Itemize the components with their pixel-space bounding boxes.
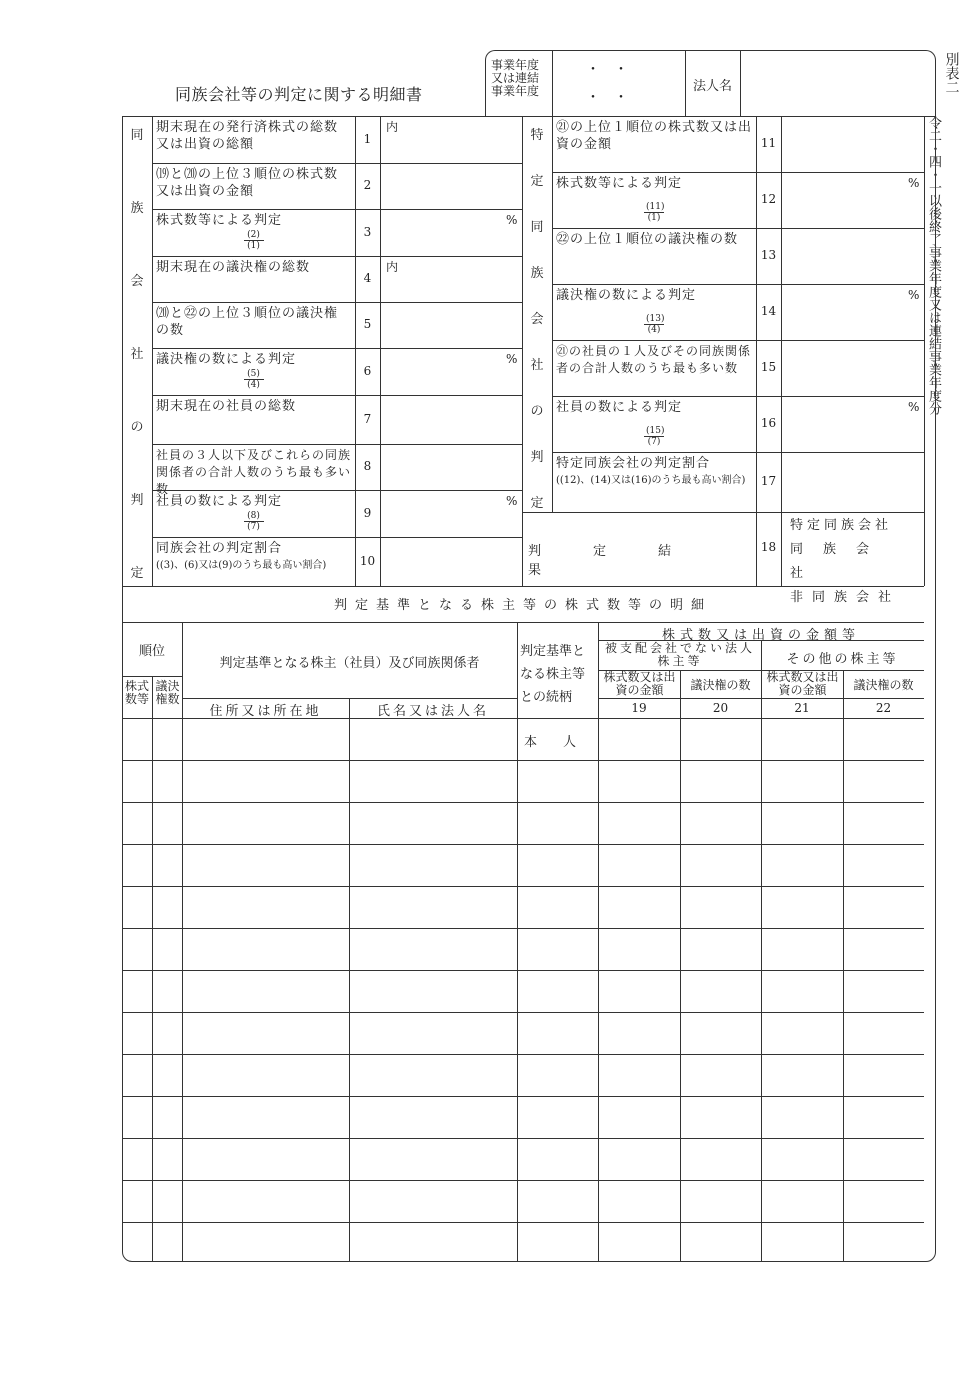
row-percent: %	[908, 400, 920, 414]
row-number: 12	[760, 192, 777, 206]
other-holders-header: その他の株主等	[786, 652, 899, 667]
fraction-denominator: (7)	[647, 437, 661, 447]
c20-header: 議決権の数	[690, 678, 751, 692]
table-row[interactable]	[122, 1138, 924, 1178]
row-number: 1	[363, 131, 372, 146]
table-row[interactable]	[122, 760, 924, 800]
section-char: 判	[530, 450, 544, 465]
section-char: 同	[130, 128, 144, 143]
table-row[interactable]	[122, 886, 924, 926]
row-fraction	[644, 202, 664, 223]
section-char: 定	[530, 174, 544, 189]
fraction-numerator: (2)	[244, 230, 264, 241]
result-label: 判定結果	[528, 544, 724, 578]
result-option-non-family[interactable]: 非同族会社	[790, 590, 901, 605]
detail-title: 判定基準となる株主等の株式数等の明細	[333, 598, 712, 613]
row-percent: %	[908, 288, 920, 302]
row-number: 16	[760, 416, 777, 430]
name-header: 氏名又は法人名	[376, 704, 489, 719]
table-row[interactable]	[122, 928, 924, 968]
section-char: 定	[530, 496, 544, 511]
table-row[interactable]	[122, 1012, 924, 1052]
address-header: 住所又は所在地	[209, 704, 322, 719]
row-value-field[interactable]	[382, 397, 520, 442]
row-label: ⒇と㉒の上位３順位の議決権の数	[156, 306, 339, 338]
row-fraction	[244, 369, 264, 390]
row-value-field[interactable]	[382, 492, 520, 535]
shares-group-header: 株式数又は出資の金額等	[661, 628, 860, 643]
row-value-field[interactable]	[783, 398, 922, 450]
row-number: 17	[760, 474, 777, 488]
rank-votes-header: 議決権数	[155, 679, 180, 706]
section-char: 特	[530, 128, 544, 143]
fraction-numerator: (5)	[244, 369, 264, 380]
c22-header: 議決権の数	[853, 678, 914, 692]
row-label: 特定同族会社の判定割合 ((12)、(14)又は(16)のうち最も高い割合)	[556, 455, 752, 489]
row-divider	[152, 395, 522, 396]
side-period-label: 令二・四・一以後終了事業年度又は連結事業年度分	[926, 116, 941, 415]
fraction-denominator: (1)	[247, 241, 260, 251]
row-divider	[152, 256, 522, 257]
row-value-field[interactable]	[783, 174, 922, 226]
fraction-denominator: (7)	[247, 522, 260, 532]
rank-shares-header: 株式数等	[124, 679, 149, 706]
period-start-field[interactable]: ・ ・	[586, 62, 628, 78]
row-number: 8	[363, 459, 372, 473]
row-value-field[interactable]	[382, 539, 520, 584]
row-number: 7	[363, 411, 372, 426]
row-value-field[interactable]	[783, 118, 922, 170]
section-char: の	[130, 420, 144, 435]
fraction-denominator: (4)	[247, 380, 260, 390]
result-option-specific[interactable]: 特定同族会社	[790, 518, 893, 533]
row-divider	[152, 163, 522, 164]
row-value-field[interactable]	[783, 454, 922, 510]
row-label: 期末現在の発行済株式の総数又は出資の総額	[156, 120, 339, 152]
row-fraction	[644, 426, 664, 447]
table-row[interactable]	[122, 802, 924, 842]
row-divider	[152, 302, 522, 303]
fraction-numerator: (11)	[646, 202, 665, 212]
fraction-denominator: (4)	[647, 325, 661, 335]
row-sublabel: ((12)、(14)又は(16)のうち最も高い割合)	[556, 475, 746, 486]
row-label: ⒆と⒇の上位３順位の株式数又は出資の金額	[156, 167, 339, 199]
result-option-family[interactable]: 同族会社	[790, 542, 890, 581]
section-char: 族	[530, 266, 544, 281]
row-percent: %	[506, 494, 518, 508]
row-label: ㉑の上位１順位の株式数又は出資の金額	[556, 120, 753, 152]
section-char: 会	[130, 274, 144, 289]
row-divider	[552, 396, 924, 397]
table-row[interactable]	[122, 970, 924, 1010]
holder-header: 判定基準となる株主（社員）及び同族関係者	[219, 656, 480, 671]
table-row[interactable]	[122, 1180, 924, 1220]
row-number: 9	[363, 505, 372, 520]
fraction-denominator: (1)	[647, 213, 661, 223]
row-number: 6	[363, 363, 372, 378]
row-number: 15	[760, 360, 777, 374]
section-char: 社	[530, 358, 544, 373]
table-row[interactable]	[122, 1054, 924, 1094]
table-row[interactable]	[122, 718, 924, 758]
corp-name-label: 法人名	[693, 79, 733, 94]
period-label: 事業年度 又は連結 事業年度	[491, 58, 540, 98]
fraction-numerator: (15)	[646, 426, 665, 436]
row-divider	[552, 172, 924, 173]
non-controlled-header: 被支配会社でない法人株主等	[604, 641, 755, 668]
row-value-field[interactable]	[783, 286, 922, 338]
row-label: 社員の３人以下及びこれらの同族関係者の合計人数のうち最も多い数	[156, 448, 352, 496]
row-label: 期末現在の議決権の総数	[156, 260, 311, 275]
row-number: 11	[760, 136, 777, 150]
row-label: 株式数等による判定	[556, 176, 683, 191]
c21-header: 株式数又は出資の金額	[766, 670, 839, 697]
row-label: 同族会社の判定割合 ((3)、(6)又は(9)のうち最も高い割合)	[156, 540, 351, 574]
section-char: の	[530, 404, 544, 419]
c22-number: 22	[875, 701, 892, 715]
row-number: 5	[363, 317, 372, 331]
row-label: ㉒の上位１順位の議決権の数	[556, 232, 739, 247]
row-number: 13	[760, 248, 777, 262]
row-value-field[interactable]	[382, 165, 520, 207]
row-percent: %	[506, 213, 518, 227]
period-end-field[interactable]: ・ ・	[586, 90, 628, 106]
row-divider	[552, 340, 924, 341]
row-label: 議決権の数による判定	[556, 288, 697, 303]
row-label: 株式数等による判定	[156, 213, 283, 228]
form-number-label: 別表二	[943, 52, 960, 94]
row-divider	[152, 490, 522, 491]
row-value-field[interactable]	[382, 350, 520, 393]
row-percent: %	[506, 352, 518, 366]
section-char: 会	[530, 312, 544, 327]
table-row[interactable]	[122, 844, 924, 884]
row-value-field[interactable]	[382, 304, 520, 346]
c19-header: 株式数又は出資の金額	[603, 670, 676, 697]
row-label: 社員の数による判定	[556, 400, 683, 415]
row-divider	[552, 228, 924, 229]
section-char: 判	[130, 493, 144, 508]
row-label: ㉑の社員の１人及びその同族関係者の合計人数のうち最も多い数	[556, 344, 752, 375]
c21-number: 21	[794, 701, 810, 715]
row-prefix: 内	[386, 120, 399, 134]
row-fraction	[644, 314, 664, 335]
self-label: 本 人	[524, 735, 577, 750]
row-percent: %	[908, 176, 920, 190]
row-value-field[interactable]	[382, 258, 520, 300]
row-value-field[interactable]	[382, 446, 520, 488]
row-number: 2	[363, 178, 372, 192]
section-char: 族	[130, 201, 144, 216]
row-prefix: 内	[386, 260, 399, 274]
corp-name-field[interactable]	[744, 55, 924, 111]
rank-header: 順位	[138, 644, 165, 659]
row-value-field[interactable]	[783, 230, 922, 282]
fraction-numerator: (8)	[244, 511, 264, 522]
row-number: 3	[363, 224, 372, 239]
c19-number: 19	[631, 701, 647, 715]
row-label: 議決権の数による判定	[156, 352, 297, 367]
table-row[interactable]	[122, 1096, 924, 1136]
section-char: 定	[130, 566, 144, 581]
row-divider	[152, 209, 522, 210]
row-divider	[552, 284, 924, 285]
row-label: 社員の数による判定	[156, 494, 283, 509]
section-char: 同	[530, 220, 544, 235]
row-number: 4	[363, 271, 372, 285]
row-fraction	[244, 230, 264, 251]
row-divider	[152, 537, 522, 538]
table-row[interactable]	[122, 1222, 924, 1262]
form-title: 同族会社等の判定に関する明細書	[175, 85, 423, 104]
row-divider	[552, 452, 924, 453]
row-number: 10	[359, 553, 376, 568]
row-fraction	[244, 511, 264, 532]
header-box	[485, 50, 936, 116]
fraction-numerator: (13)	[646, 314, 665, 324]
row-divider	[152, 444, 522, 445]
c20-number: 20	[712, 701, 729, 715]
row-divider	[152, 348, 522, 349]
result-number: 18	[760, 540, 777, 554]
relation-header: 判定基準となる株主等との続柄	[520, 644, 586, 705]
section-char: 社	[130, 347, 144, 362]
row-sublabel: ((3)、(6)又は(9)のうち最も高い割合)	[156, 560, 327, 571]
row-value-field[interactable]	[382, 211, 520, 254]
row-value-field[interactable]	[382, 118, 520, 161]
row-value-field[interactable]	[783, 342, 922, 394]
row-label: 期末現在の社員の総数	[156, 399, 297, 414]
row-number: 14	[760, 304, 777, 318]
